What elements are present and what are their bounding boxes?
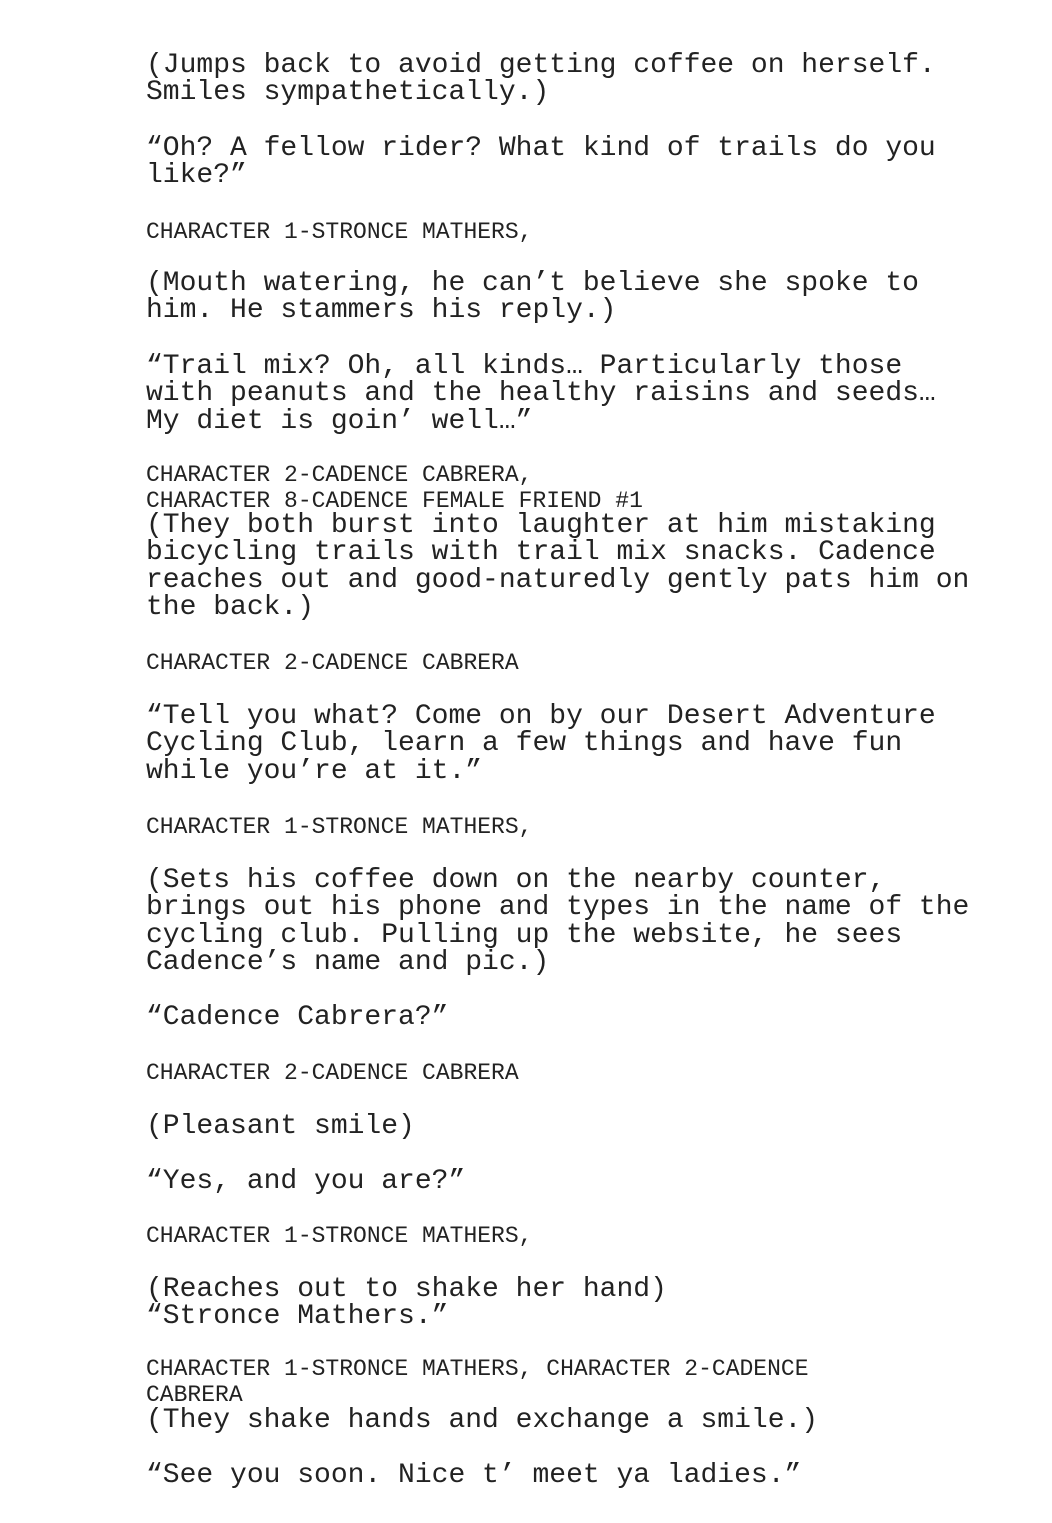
character-heading: CHARACTER 1-STRONCE MATHERS, xyxy=(146,1223,533,1249)
character-heading: CHARACTER 1-STRONCE MATHERS, xyxy=(146,814,533,840)
character-heading: CHARACTER 1-STRONCE MATHERS, xyxy=(146,219,533,245)
character-heading: CHARACTER 2-CADENCE CABRERA xyxy=(146,650,519,676)
character-heading: CHARACTER 1-STRONCE MATHERS, CHARACTER 2-CADENCE CABRERA xyxy=(146,1356,809,1408)
dialogue-line: “Trail mix? Oh, all kinds… Particularly those with peanuts and the healthy raisins and seeds… My diet is goin’ well…” xyxy=(146,351,936,437)
stage-direction: (They shake hands and exchange a smile.) xyxy=(146,1405,819,1436)
stage-direction: (Sets his coffee down on the nearby counter, brings out his phone and types in the name of the cycling club. Pulling up the website, he sees Cadence’s name and pic.) xyxy=(146,865,970,978)
dialogue-line: “Cadence Cabrera?” xyxy=(146,1002,449,1033)
dialogue-line: “Yes, and you are?” xyxy=(146,1166,466,1197)
stage-direction: (Jumps back to avoid getting coffee on herself. Smiles sympathetically.) xyxy=(146,50,936,109)
dialogue-line: “Tell you what? Come on by our Desert Adventure Cycling Club, learn a few things and have fun while you’re at it.” xyxy=(146,701,936,787)
dialogue-line: “See you soon. Nice t’ meet ya ladies.” xyxy=(146,1460,802,1491)
character-heading: CHARACTER 2-CADENCE CABRERA xyxy=(146,1060,519,1086)
stage-direction: (They both burst into laughter at him mistaking bicycling trails with trail mix snacks. Cadence reaches out and good-naturedly gently pats him on the back.) xyxy=(146,510,970,623)
dialogue-line: “Oh? A fellow rider? What kind of trails do you like?” xyxy=(146,133,936,192)
stage-direction: (Pleasant smile) xyxy=(146,1111,415,1142)
stage-direction: (Mouth watering, he can’t believe she spoke to him. He stammers his reply.) xyxy=(146,268,919,327)
stage-direction: (Reaches out to shake her hand) “Stronce Mathers.” xyxy=(146,1274,667,1333)
character-heading: CHARACTER 2-CADENCE CABRERA, CHARACTER 8-CADENCE FEMALE FRIEND #1 xyxy=(146,462,643,514)
